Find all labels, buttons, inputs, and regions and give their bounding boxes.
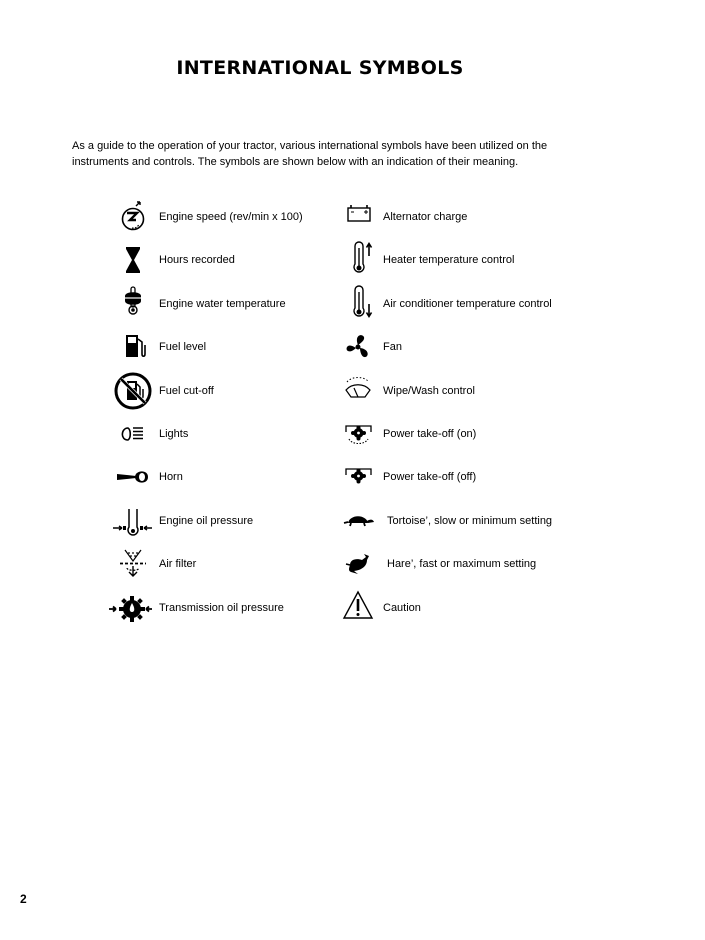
symbol-label: Lights	[159, 427, 189, 440]
symbol-row	[108, 501, 368, 544]
symbol-label: Hare’, fast or maximum setting	[387, 558, 537, 571]
warning-triangle-icon	[340, 588, 384, 628]
symbol-label: Transmission oil pressure	[159, 601, 284, 614]
symbol-row	[340, 457, 600, 500]
symbol-row	[340, 197, 600, 240]
symbol-row	[340, 371, 600, 414]
symbol-row	[340, 588, 600, 631]
symbol-label: Engine speed (rev/min x 100)	[159, 211, 303, 223]
symbol-label: Engine water temperature	[159, 297, 286, 310]
hare-icon	[340, 544, 384, 584]
page-title: INTERNATIONAL SYMBOLS	[176, 57, 464, 79]
fuel-pump-icon	[108, 327, 152, 367]
symbols-left-column	[108, 197, 368, 631]
symbol-label: Tortoise’, slow or minimum setting	[387, 514, 553, 527]
symbol-row	[108, 457, 368, 500]
symbol-label: Caution	[383, 601, 421, 614]
air-filter-icon	[108, 544, 152, 584]
water-temperature-icon	[108, 284, 152, 324]
headlight-icon	[108, 414, 152, 454]
hourglass-icon	[108, 240, 152, 280]
symbol-row	[108, 588, 368, 631]
symbol-row	[108, 544, 368, 587]
intro-paragraph	[72, 138, 632, 170]
heater-thermometer-icon	[340, 240, 384, 280]
symbols-right-column	[340, 197, 600, 631]
symbol-row	[340, 284, 600, 327]
tortoise-icon	[340, 501, 384, 541]
intro-line-1: As a guide to the operation of your tractor, various international symbols have been utilized on the	[72, 140, 548, 152]
symbol-label: Wipe/Wash control	[383, 384, 475, 397]
symbol-row	[340, 414, 600, 457]
transmission-oil-icon	[108, 588, 152, 628]
wiper-icon	[340, 371, 384, 411]
pto-on-icon	[340, 414, 384, 454]
oil-pressure-icon	[108, 501, 152, 541]
fan-icon	[340, 327, 384, 367]
symbol-row	[108, 284, 368, 327]
symbol-row	[340, 544, 600, 587]
symbol-row	[340, 240, 600, 283]
intro-line-2: instruments and controls. The symbols are shown below with an indication of their meaning.	[72, 156, 519, 168]
symbol-label: Power take-off (off)	[383, 471, 477, 484]
symbol-label: Heater temperature control	[383, 254, 515, 267]
engine-speed-icon	[108, 197, 152, 237]
symbol-label: Fan	[383, 341, 402, 354]
symbol-row	[108, 414, 368, 457]
symbol-label: Engine oil pressure	[159, 514, 254, 527]
symbol-row	[108, 371, 368, 414]
page-number: 2	[20, 892, 27, 906]
symbol-row	[108, 197, 368, 240]
symbol-label: Hours recorded	[159, 254, 235, 267]
symbol-row	[108, 240, 368, 283]
symbol-label: Alternator charge	[383, 211, 468, 223]
symbol-row	[340, 501, 600, 544]
symbol-label: Air filter	[159, 558, 197, 571]
symbol-row	[108, 327, 368, 370]
symbol-row	[340, 327, 600, 370]
symbol-label: Air conditioner temperature control	[383, 297, 552, 310]
fuel-cutoff-icon	[108, 371, 152, 411]
pto-off-icon	[340, 457, 384, 497]
battery-icon	[340, 197, 384, 237]
symbol-label: Fuel level	[159, 341, 207, 354]
horn-icon	[108, 457, 152, 497]
symbol-label: Fuel cut-off	[159, 384, 214, 397]
ac-thermometer-icon	[340, 284, 384, 324]
symbol-label: Power take-off (on)	[383, 427, 477, 440]
symbol-label: Horn	[159, 471, 183, 484]
